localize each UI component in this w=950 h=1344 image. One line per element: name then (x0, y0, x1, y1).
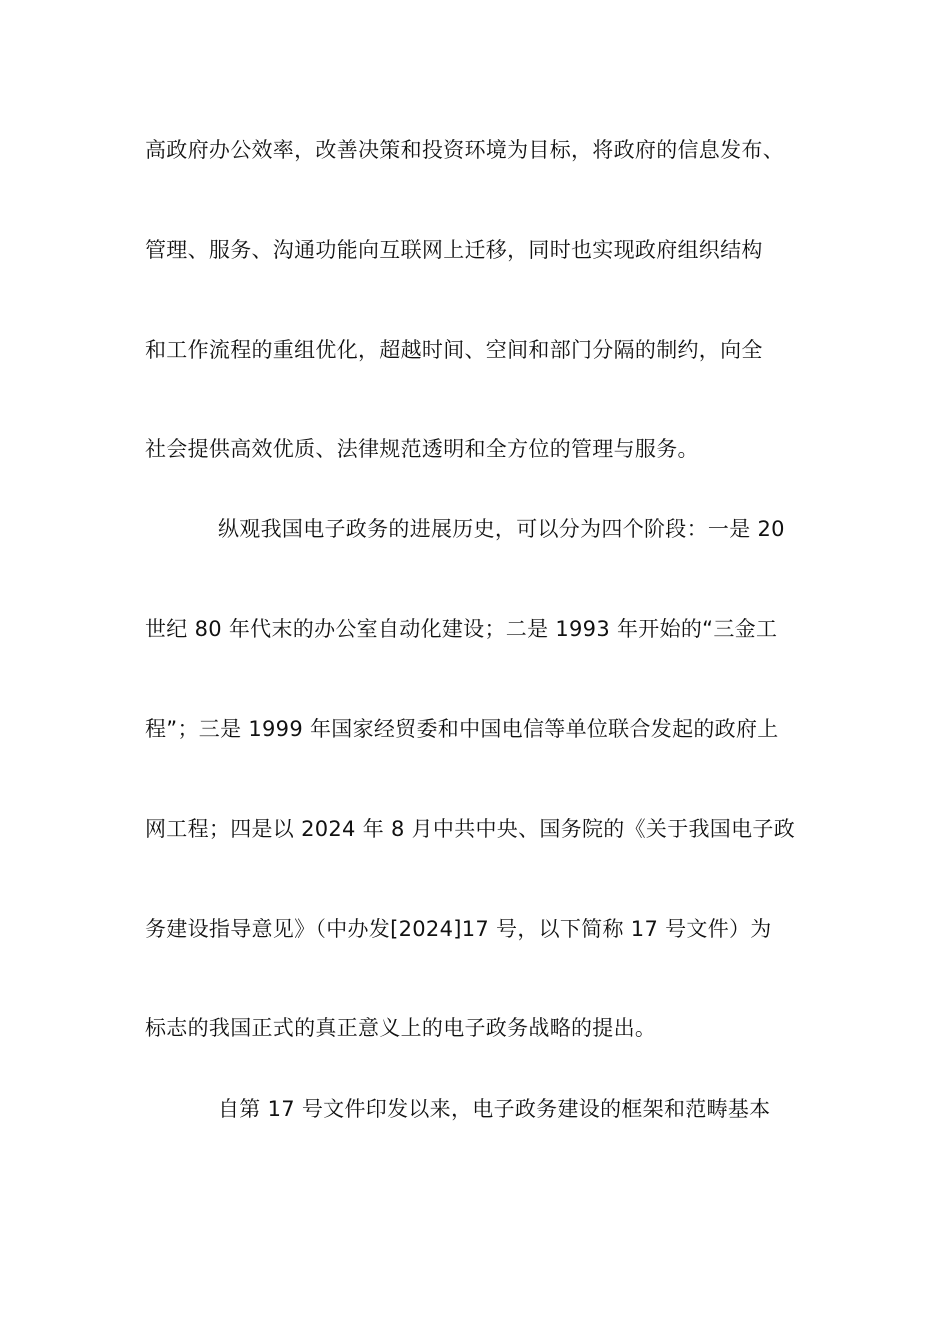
text-line: 网工程；四是以 2024 年 8 月中共中央、国务院的《关于我国电子政 (145, 817, 796, 841)
text-line: 管理、服务、沟通功能向互联网上迁移，同时也实现政府组织结构 (145, 238, 763, 262)
text-line: 世纪 80 年代末的办公室自动化建设；二是 1993 年开始的“三金工 (145, 617, 778, 641)
text-line: 和工作流程的重组优化，超越时间、空间和部门分隔的制约，向全 (145, 338, 763, 362)
text-line: 务建设指导意见》（中办发[2024]17 号，以下简称 17 号文件）为 (145, 917, 772, 941)
text-line: 高政府办公效率，改善决策和投资环境为目标，将政府的信息发布、 (145, 138, 784, 162)
paragraph-first-line: 自第 17 号文件印发以来，电子政务建设的框架和范畴基本 (218, 1097, 771, 1121)
text-line: 标志的我国正式的真正意义上的电子政务战略的提出。 (145, 1016, 657, 1040)
text-line: 社会提供高效优质、法律规范透明和全方位的管理与服务。 (145, 437, 699, 461)
text-line: 程”；三是 1999 年国家经贸委和中国电信等单位联合发起的政府上 (145, 717, 779, 741)
paragraph-first-line: 纵观我国电子政务的进展历史，可以分为四个阶段：一是 20 (218, 517, 785, 541)
